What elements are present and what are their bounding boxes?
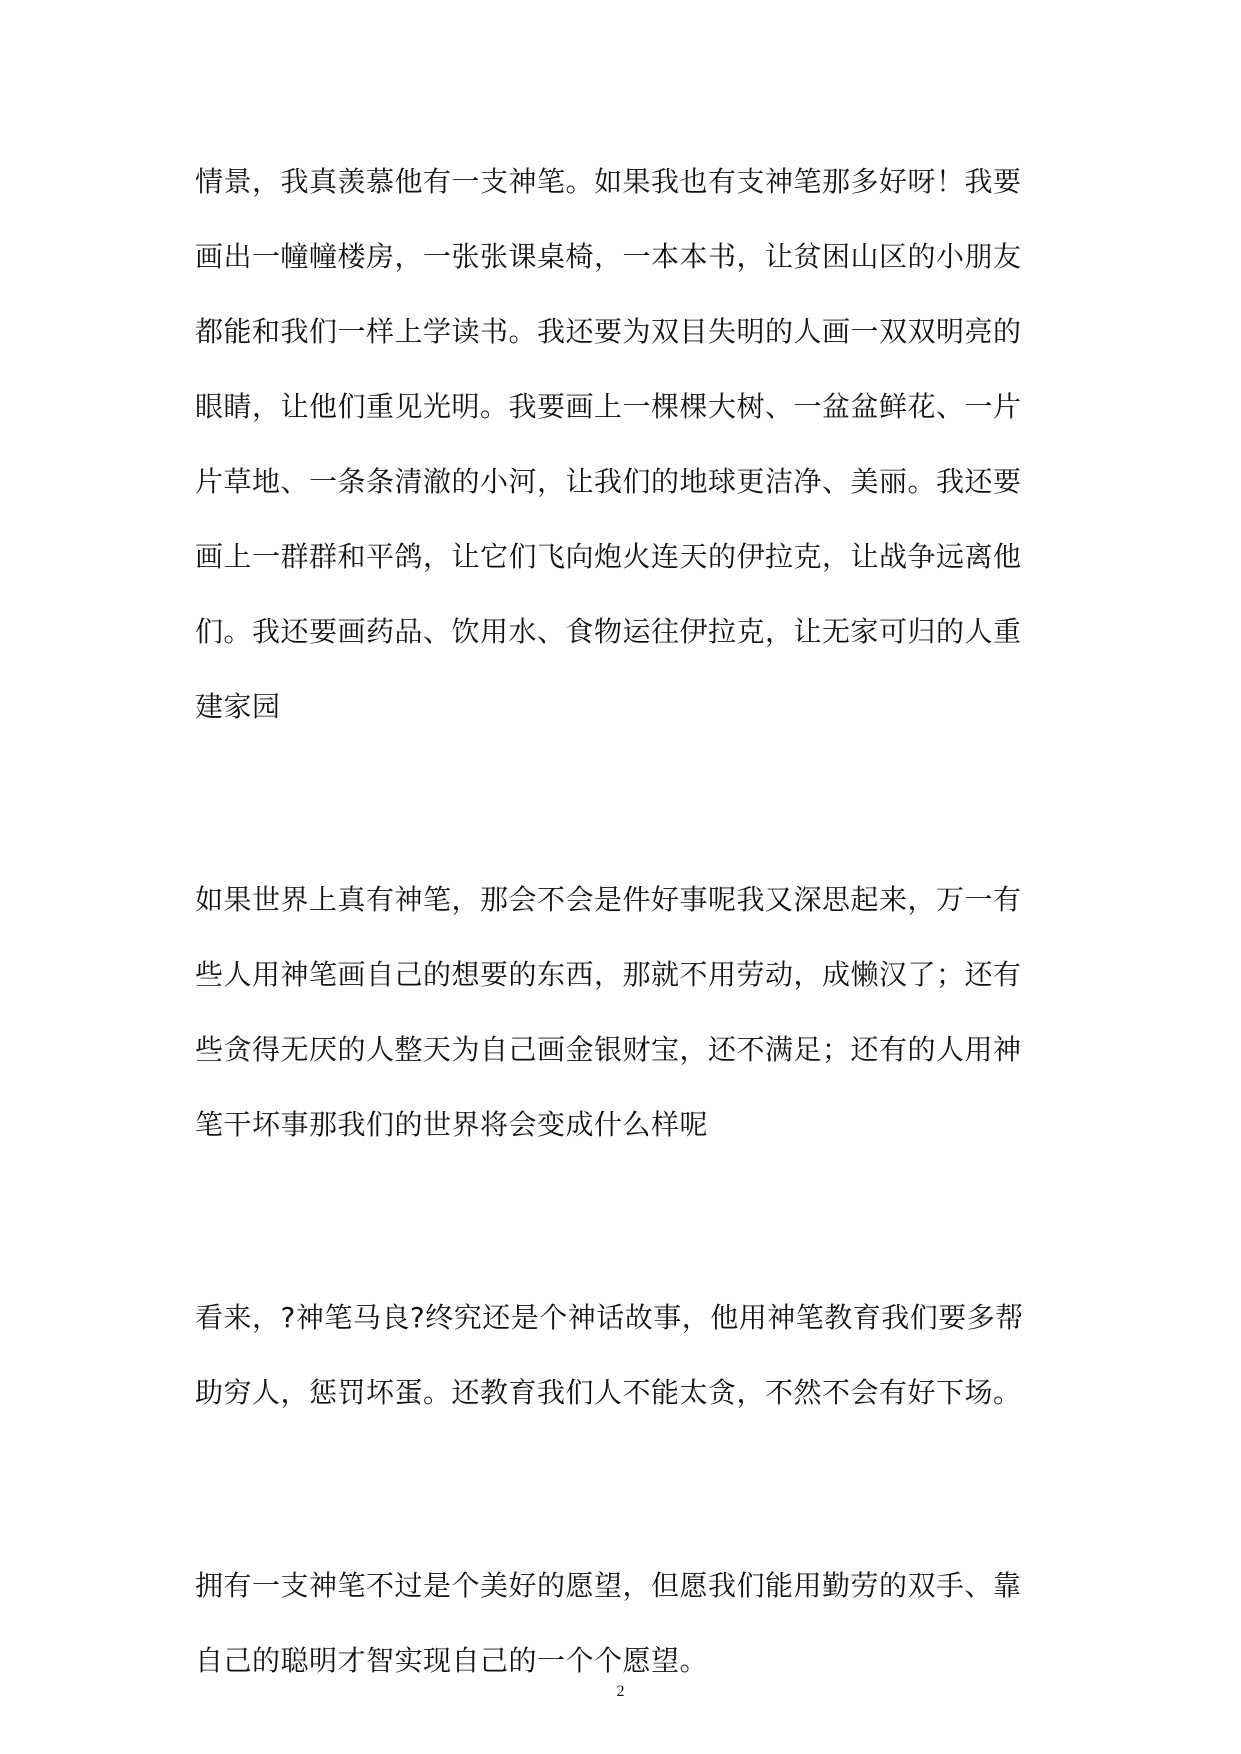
paragraph-gap <box>195 744 1045 862</box>
paragraph-gap <box>195 1162 1045 1280</box>
paragraph-3: 看来，?神笔马良?终究还是个神话故事，他用神笔教育我们要多帮助穷人，惩罚坏蛋。还教育我们人不能太贪，不然不会有好下场。 <box>195 1301 1024 1409</box>
paragraph-gap <box>195 1430 1045 1548</box>
paragraph-1: 情景，我真羡慕他有一支神笔。如果我也有支神笔那多好呀！我要画出一幢幢楼房，一张张课桌椅，一本本书，让贫困山区的小朋友都能和我们一样上学读书。我还要为双目失明的人画一双双明亮的眼睛，让他们重见光明。我要画上一棵棵大树、一盆盆鲜花、一片片草地、一条条清澈的小河，让我们的地球更洁净、美丽。我还要画上一群群和平鸽，让它们飞向炮火连天的伊拉克，让战争远离他们。我还要画药品、饮用水、食物运往伊拉克，让无家可归的人重建家园 <box>195 165 1022 723</box>
paragraph-4: 拥有一支神笔不过是个美好的愿望，但愿我们能用勤劳的双手、靠自己的聪明才智实现自己的一个个愿望。 <box>195 1569 1022 1677</box>
paragraph-2: 如果世界上真有神笔，那会不会是件好事呢我又深思起来，万一有些人用神笔画自己的想要的东西，那就不用劳动，成懒汉了；还有些贪得无厌的人整天为自己画金银财宝，还不满足；还有的人用神笔干坏事那我们的世界将会变成什么样呢 <box>195 883 1022 1141</box>
page-number: 2 <box>616 1683 625 1700</box>
document-body <box>195 144 1045 1698</box>
